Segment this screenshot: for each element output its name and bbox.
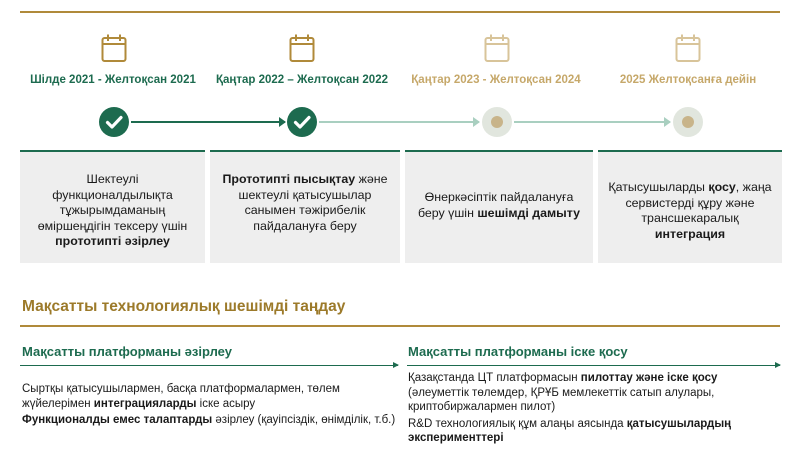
phase-1-desc: Шектеулі функционалдылықта тұжырымдаманың өміршеңдігін тексеру үшін	[37, 172, 188, 233]
phase-2-desc-emphasis: Прототипті пысықтау	[222, 172, 356, 186]
phase-4-period: 2025 Желтоқсанға дейін	[619, 74, 757, 86]
right-subsection-arrow	[407, 365, 780, 366]
phase-1-desc-emphasis: прототипті әзірлеу	[55, 234, 170, 248]
checkmark-icon	[99, 107, 129, 137]
phase-1-status-check	[99, 107, 129, 137]
calendar-icon	[484, 33, 510, 63]
phase-3-desc-emphasis: шешімді дамыту	[477, 205, 581, 220]
checkmark-icon	[287, 107, 317, 137]
phase-4-card	[598, 150, 782, 263]
calendar-icon	[675, 33, 701, 63]
phase-4-desc-emphasis-1: қосу	[708, 180, 736, 194]
phase-2-card	[210, 150, 400, 263]
section-divider-line	[20, 325, 780, 327]
phase-1-card	[20, 150, 205, 263]
timeline-arrow	[131, 121, 285, 123]
phase-2-period: Қаңтар 2022 – Желтоқсан 2022	[216, 74, 388, 86]
timeline-arrow	[514, 121, 670, 123]
section-title: Мақсатты технологиялық шешімді таңдау	[22, 298, 346, 315]
phase-2-status-check	[287, 107, 317, 137]
phase-2-desc: және шектеулі қатысушылар санымен тәжірибелік пайдалануға беру	[238, 172, 388, 233]
left-item-2: Функционалды емес талаптарды әзірлеу (қауіпсіздік, өнімділік, т.б.)	[22, 414, 396, 426]
phase-1-period: Шілде 2021 - Желтоқсан 2021	[30, 74, 196, 86]
phase-3-card	[405, 150, 593, 263]
phase-4-desc-part1: Қатысушыларды	[608, 180, 709, 194]
calendar-icon	[101, 33, 127, 63]
phase-3-desc: Өнеркәсіптік пайдалануға беру үшін	[417, 190, 574, 220]
right-subsection-content	[408, 371, 780, 448]
calendar-icon	[289, 33, 315, 63]
top-divider-line	[20, 11, 780, 13]
phase-4-desc-part2: , жаңа сервистерді құру және трансшекаралық	[625, 180, 772, 225]
timeline-arrow	[319, 121, 479, 123]
left-subsection-title: Мақсатты платформаны әзірлеу	[22, 344, 232, 359]
left-subsection-content	[22, 382, 400, 430]
phase-3-status-pending	[482, 107, 512, 137]
right-item-2: R&D технологиялық құм алаңы аясында қатысушылардың эксперименттері	[408, 417, 732, 444]
left-item-1: Сыртқы қатысушылармен, басқа платформалармен, төлем жүйелерімен интеграцияларды іске асыру	[22, 383, 340, 410]
right-subsection-title: Мақсатты платформаны іске қосу	[408, 344, 628, 359]
phase-4-status-pending	[673, 107, 703, 137]
left-subsection-arrow	[20, 365, 398, 366]
phase-4-desc-emphasis-2: интеграция	[654, 226, 726, 241]
phase-3-period: Қаңтар 2023 - Желтоқсан 2024	[411, 74, 581, 86]
right-item-1: Қазақстанда ЦТ платформасын пилоттау және іске қосу (әлеуметтік төлемдер, ҚРҰБ мемлекеттік сатып алулары, криптобиржалармен пилот)	[408, 372, 718, 413]
